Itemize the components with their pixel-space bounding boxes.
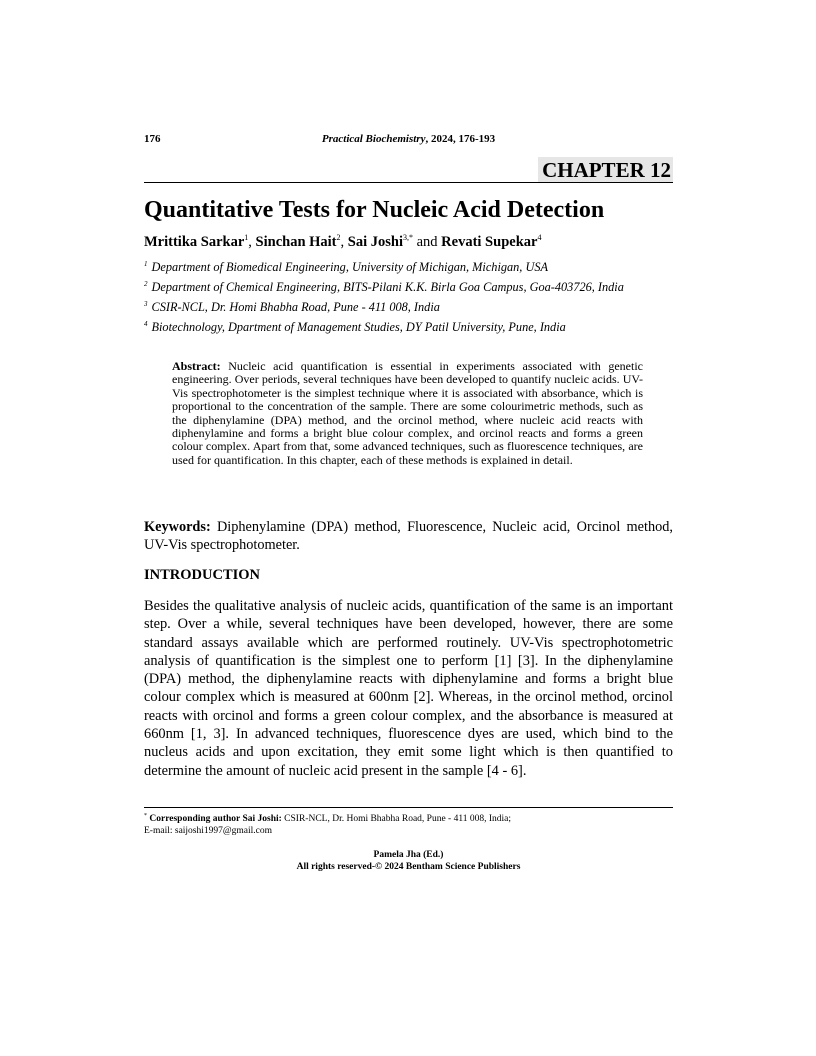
affiliation-text: Biotechnology, Dpartment of Management Studies, DY Patil University, Pune, India — [151, 320, 566, 334]
affiliation-list — [144, 257, 624, 337]
affiliation-item — [144, 297, 624, 317]
affiliation-number: 2 — [144, 279, 148, 288]
author-name: Mrittika Sarkar — [144, 234, 245, 250]
author-separator: , — [340, 234, 348, 250]
footnote-label: Corresponding author Sai Joshi: — [149, 814, 282, 825]
author-separator: and — [412, 234, 442, 250]
journal-citation — [144, 133, 673, 145]
author-name: Sinchan Hait — [255, 234, 337, 250]
journal-volume-pages: , 2024, 176-193 — [425, 133, 496, 145]
author-name: Revati Supekar — [441, 234, 538, 250]
page-number: 176 — [144, 133, 161, 145]
affiliation-number: 4 — [144, 319, 148, 328]
author-affiliation-marker: 4 — [537, 233, 542, 243]
affiliation-text: CSIR-NCL, Dr. Homi Bhabha Road, Pune - 411 008, India — [151, 300, 440, 314]
affiliation-item — [144, 317, 624, 337]
abstract — [172, 360, 643, 467]
chapter-title: Quantitative Tests for Nucleic Acid Detection — [144, 197, 605, 223]
affiliation-item — [144, 257, 624, 277]
author-list — [144, 234, 541, 251]
affiliation-text: Department of Biomedical Engineering, University of Michigan, Michigan, USA — [151, 260, 548, 274]
publisher-footer — [144, 849, 673, 873]
affiliation-item — [144, 277, 624, 297]
corresponding-author-footnote — [144, 811, 673, 837]
footnote-divider — [144, 807, 673, 808]
affiliation-text: Department of Chemical Engineering, BITS-Pilani K.K. Birla Goa Campus, Goa-403726, India — [151, 280, 624, 294]
abstract-text: Nucleic acid quantification is essential in experiments associated with genetic engineering. Over periods, several techniques have been developed to quantify nucleic acids. UV-Vis spectrophotometer is the simplest technique where it is associated with absorbance, which is proportional to the concentration of the sample. There are some colourimetric methods, such as the diphenylamine (DPA) method, and the orcinol method, where nucleic acid reacts with diphenylamine and forms a bright blue colour complex, and orcinol reacts and forms a green colour complex. Apart from that, some advanced techniques, such as fluorescence techniques, are used for quantification. In this chapter, each of these methods is explained in detail. — [172, 359, 643, 467]
keywords-label: Keywords: — [144, 519, 211, 535]
author-affiliation-marker: 2 — [336, 233, 341, 243]
author-name: Sai Joshi — [347, 234, 403, 250]
keywords-text: Diphenylamine (DPA) method, Fluorescence, Nucleic acid, Orcinol method, UV-Vis spectrophotometer. — [144, 519, 673, 553]
footnote-email: E-mail: saijoshi1997@gmail.com — [144, 825, 273, 836]
introduction-paragraph: Besides the qualitative analysis of nucleic acids, quantification of the same is an important step. Over a while, several techniques have been developed, however, there are some standard assays available which are performed routinely. UV-Vis spectrophotometric analysis of quantification is the simplest one to perform [1] [3]. In the diphenylamine (DPA) method, the diphenylamine reacts with diphenylamine and forms a bright blue colour complex which is measured at 600nm [2]. Whereas, in the orcinol method, orcinol reacts with orcinol and forms a green colour complex, and the absorbance is measured at 660nm [1, 3]. In advanced techniques, fluorescence dyes are used, which bind to the nucleus acids and upon excitation, they emit some light which is then quantified to determine the amount of nucleic acid present in the sample [4 - 6]. — [144, 598, 673, 779]
affiliation-number: 1 — [144, 259, 148, 268]
editor-credit: Pamela Jha (Ed.) — [373, 850, 444, 860]
section-heading-introduction: INTRODUCTION — [144, 567, 261, 583]
footnote-marker: * — [144, 813, 147, 819]
copyright-notice: All rights reserved-© 2024 Bentham Science Publishers — [296, 862, 521, 872]
author-affiliation-marker: 1 — [244, 233, 249, 243]
abstract-label: Abstract: — [172, 359, 221, 373]
author-affiliation-marker: 3,* — [402, 233, 413, 243]
journal-name: Practical Biochemistry — [321, 133, 426, 145]
chapter-label: CHAPTER 12 — [538, 157, 673, 182]
affiliation-number: 3 — [144, 299, 148, 308]
footnote-address: CSIR-NCL, Dr. Homi Bhabha Road, Pune - 411 008, India; — [281, 814, 512, 825]
keywords — [144, 518, 673, 554]
header-divider — [144, 182, 673, 183]
author-separator: , — [248, 234, 256, 250]
